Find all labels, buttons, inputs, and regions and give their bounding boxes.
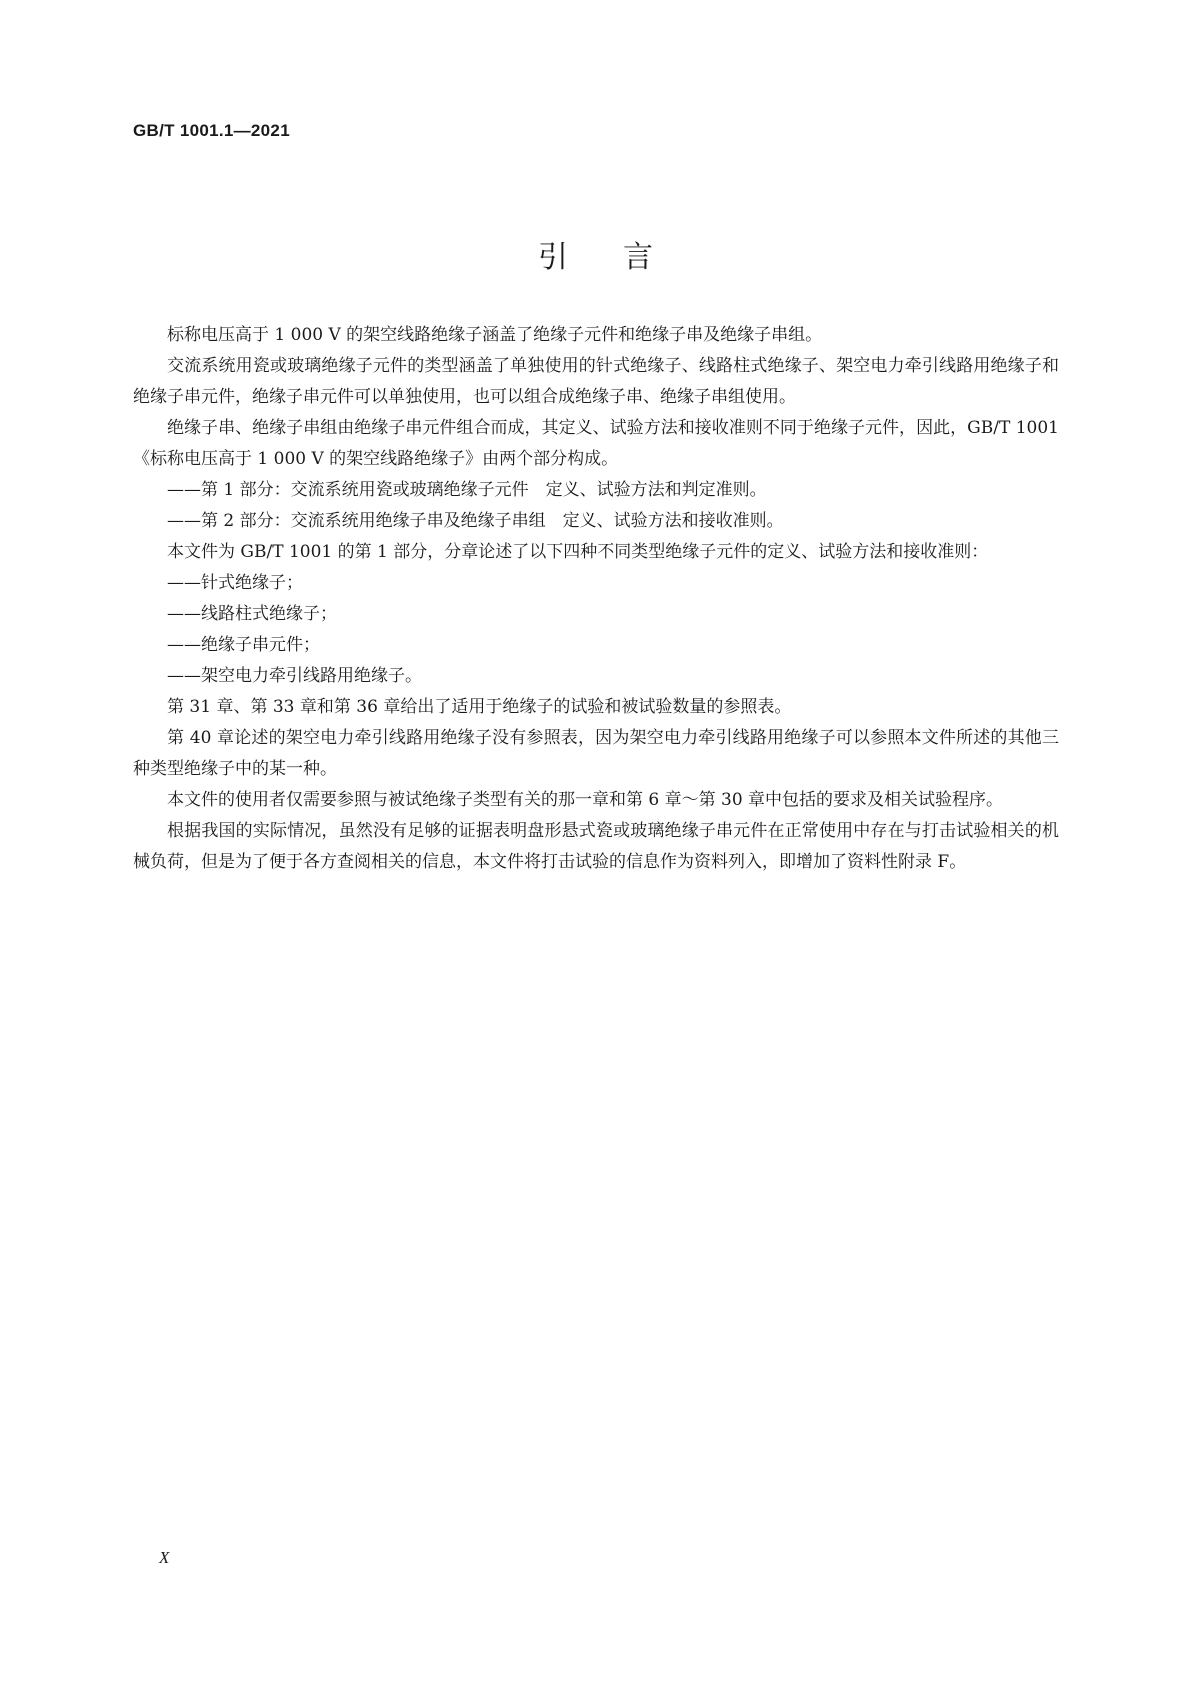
paragraph: 本文件为 GB/T 1001 的第 1 部分，分章论述了以下四种不同类型绝缘子元件的定义、试验方法和接收准则： — [167, 542, 989, 562]
list-item: ——架空电力牵引线路用绝缘子。 — [167, 666, 422, 686]
list-item: ——线路柱式绝缘子； — [167, 604, 337, 624]
list-item: ——第 1 部分：交流系统用瓷或玻璃绝缘子元件 定义、试验方法和判定准则。 — [167, 480, 767, 500]
page-title: 引言 — [538, 240, 708, 275]
paragraph: 标称电压高于 1 000 V 的架空线路绝缘子涵盖了绝缘子元件和绝缘子串及绝缘子串组。 — [167, 325, 823, 345]
page-number: X — [159, 1548, 170, 1567]
list-item: ——第 2 部分：交流系统用绝缘子串及绝缘子串组 定义、试验方法和接收准则。 — [167, 511, 784, 531]
paragraph: 本文件的使用者仅需要参照与被试绝缘子类型有关的那一章和第 6 章～第 30 章中包括的要求及相关试验程序。 — [167, 790, 1004, 810]
list-item: ——绝缘子串元件； — [167, 635, 320, 655]
document-body — [133, 320, 1059, 878]
paragraph: 第 40 章论述的架空电力牵引线路用绝缘子没有参照表，因为架空电力牵引线路用绝缘子可以参照本文件所述的其他三种类型绝缘子中的某一种。 — [133, 728, 1059, 779]
paragraph: 第 31 章、第 33 章和第 36 章给出了适用于绝缘子的试验和被试验数量的参照表。 — [167, 697, 792, 717]
standard-number: GB/T 1001.1—2021 — [133, 121, 290, 140]
paragraph: 绝缘子串、绝缘子串组由绝缘子串元件组合而成，其定义、试验方法和接收准则不同于绝缘子元件，因此，GB/T 1001《标称电压高于 1 000 V 的架空线路绝缘子》由两个部分构成。 — [133, 418, 1059, 469]
paragraph: 交流系统用瓷或玻璃绝缘子元件的类型涵盖了单独使用的针式绝缘子、线路柱式绝缘子、架空电力牵引线路用绝缘子和绝缘子串元件，绝缘子串元件可以单独使用，也可以组合成绝缘子串、绝缘子串组使用。 — [133, 356, 1059, 407]
paragraph: 根据我国的实际情况，虽然没有足够的证据表明盘形悬式瓷或玻璃绝缘子串元件在正常使用中存在与打击试验相关的机械负荷，但是为了便于各方查阅相关的信息，本文件将打击试验的信息作为资料列入，即增加了资料性附录 F。 — [133, 821, 1059, 872]
list-item: ——针式绝缘子； — [167, 573, 303, 593]
